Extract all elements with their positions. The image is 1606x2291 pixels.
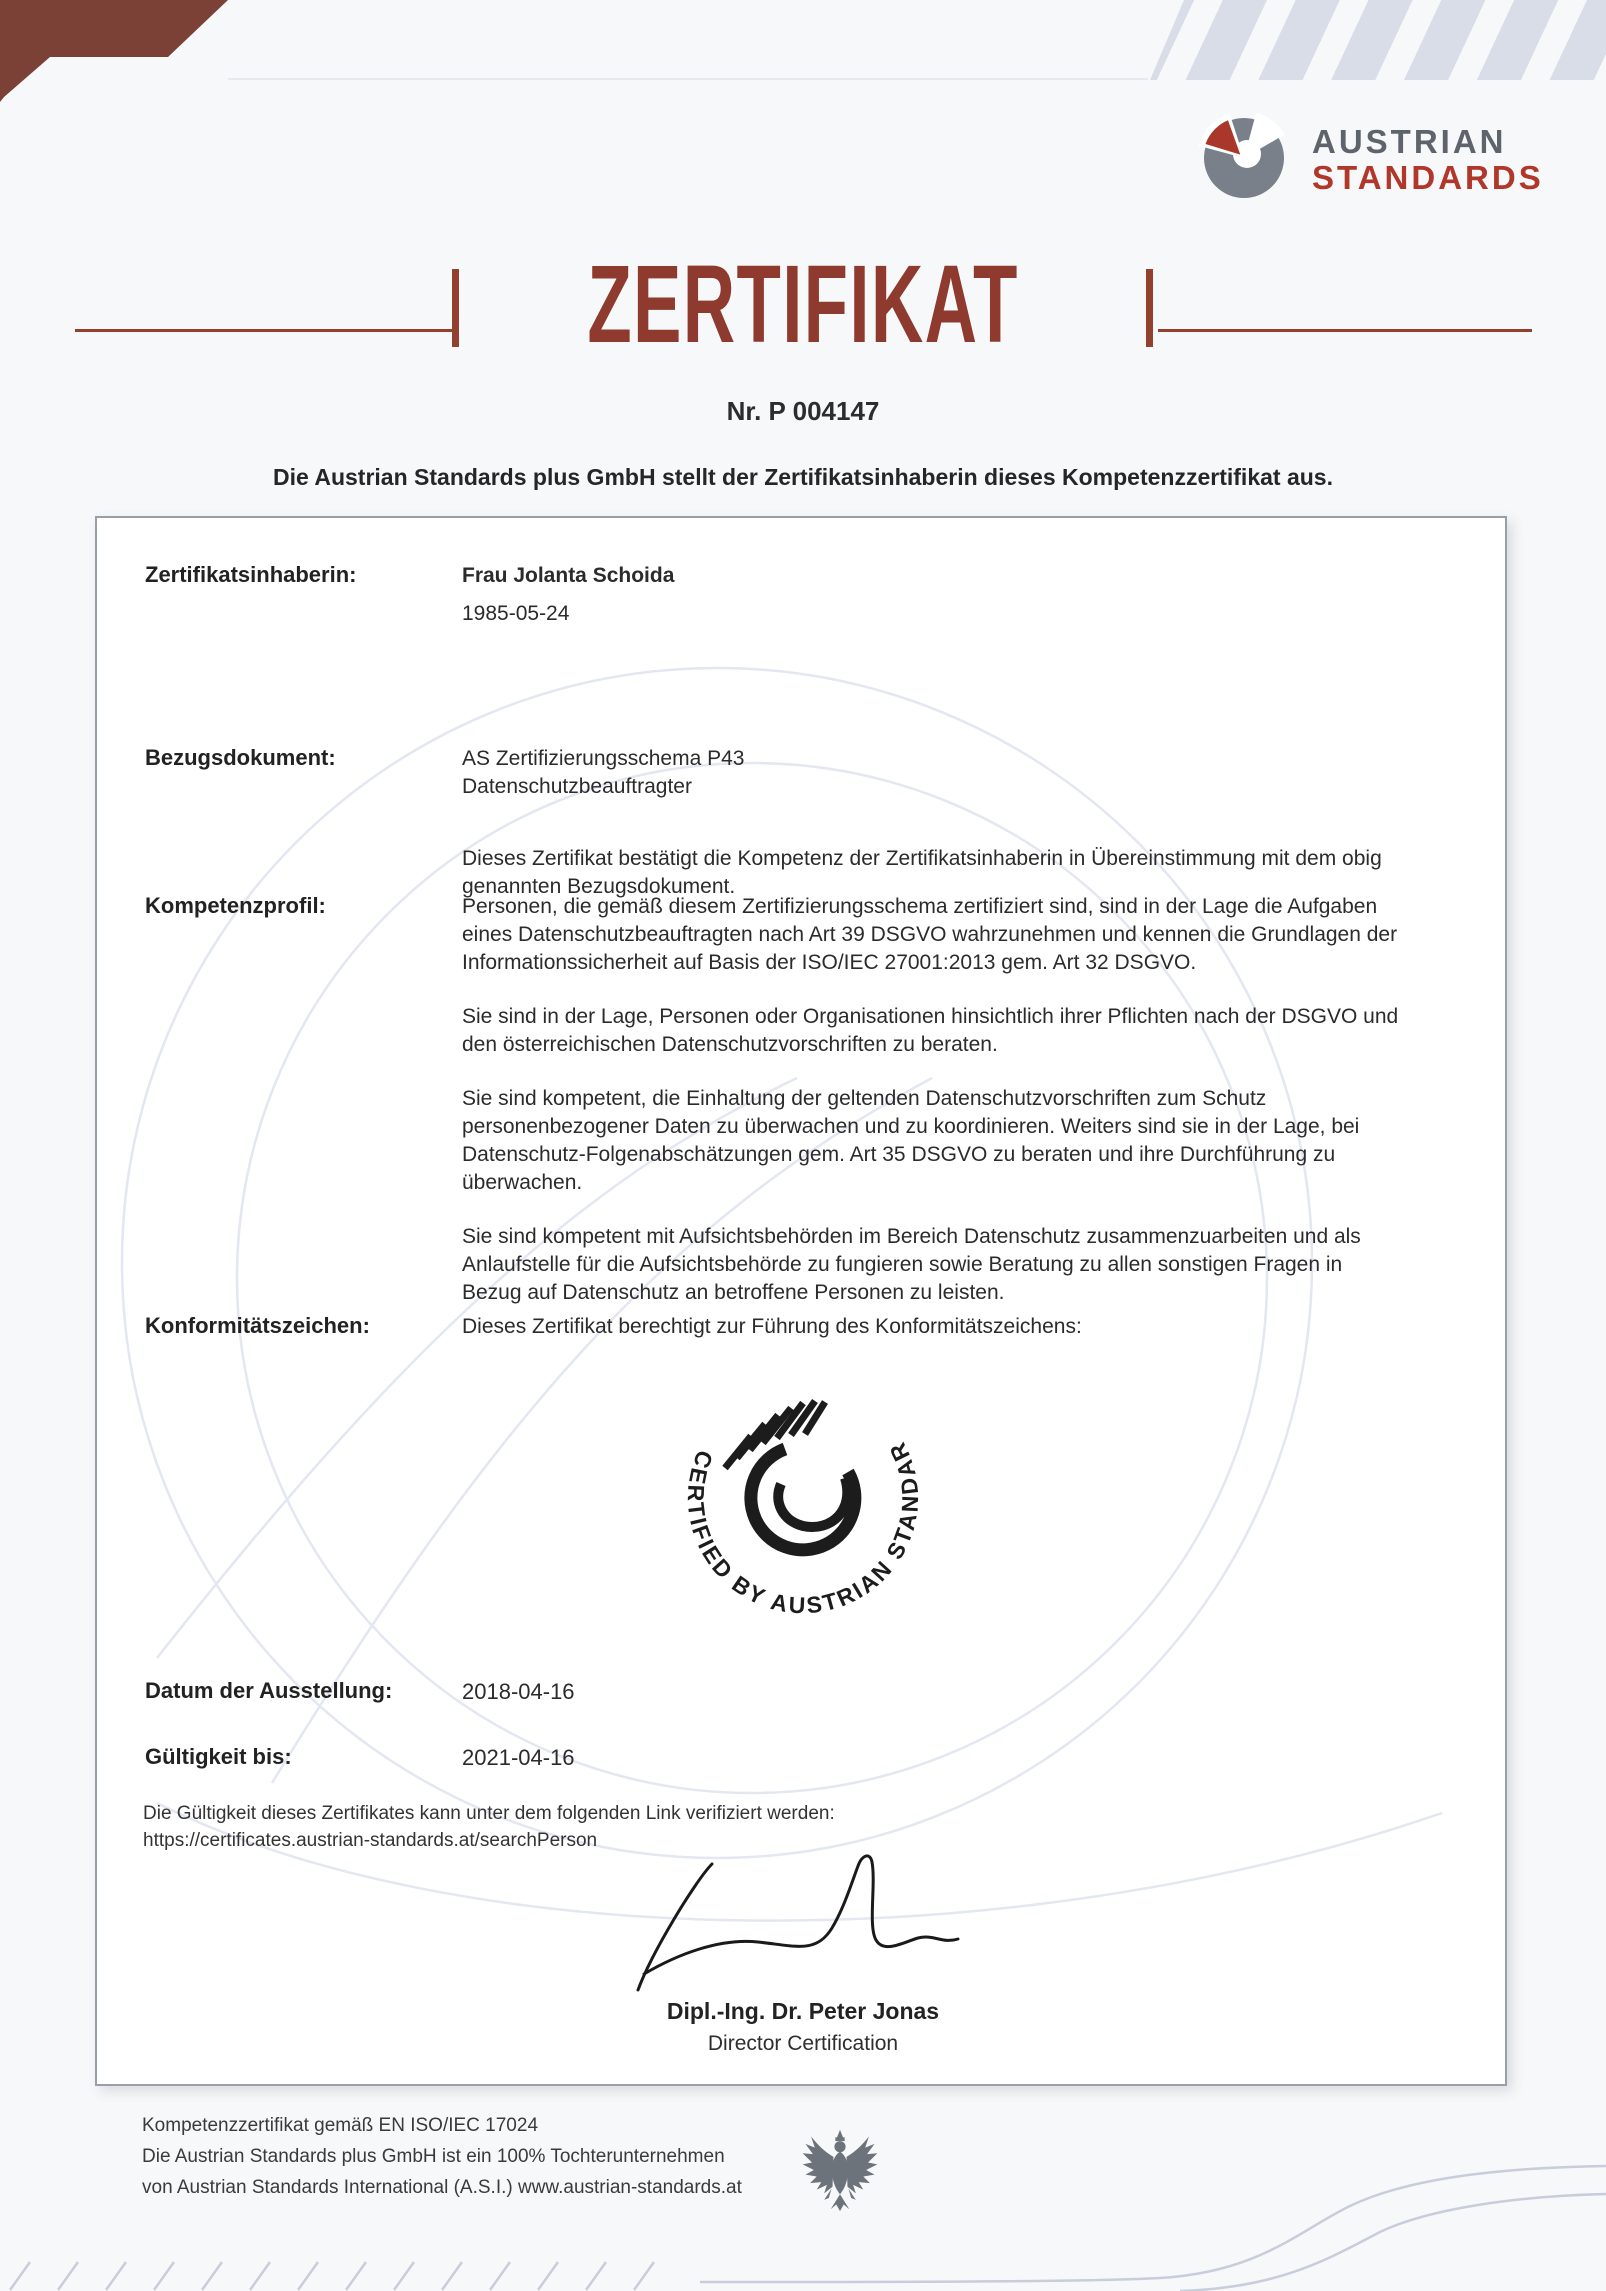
brand-name-line1: AUSTRIAN xyxy=(1312,123,1507,160)
signatory-title: Director Certification xyxy=(707,2032,899,2055)
competence-paragraph-4: Sie sind kompetent mit Aufsichtsbehörden im Bereich Datenschutz zusammenzuarbeiten und als Anlaufstelle für die Aufsichtsbehörde zu fungieren sowie Beratung zu allen sonstigen Fragen in Bezug auf Datenschutz an betroffene Personen zu leisten. xyxy=(462,1225,1361,1304)
holder-birthdate: 1985-05-24 xyxy=(462,602,570,625)
footer-line-3: von Austrian Standards International (A.S.I.) www.austrian-standards.at xyxy=(142,2177,742,2198)
issue-date-value: 2018-04-16 xyxy=(462,1679,575,1704)
holder-name: Frau Jolanta Schoida xyxy=(462,564,675,587)
reference-subject: Datenschutzbeauftragter xyxy=(462,775,692,798)
brand-name xyxy=(1312,124,1544,196)
verification-note: Die Gültigkeit dieses Zertifikates kann unter dem folgenden Link verifiziert werden: xyxy=(143,1803,835,1824)
corner-ribbon-decoration xyxy=(0,0,232,102)
certificate-number: Nr. P 004147 xyxy=(726,396,880,426)
top-hairline-decoration xyxy=(228,78,1148,80)
validity-value: 2021-04-16 xyxy=(462,1745,575,1770)
title-bar-right xyxy=(1146,269,1153,347)
footer-line-1: Kompetenzzertifikat gemäß EN ISO/IEC 17024 xyxy=(142,2115,539,2136)
title-rule-right xyxy=(1158,329,1532,332)
reference-scheme: AS Zertifizierungsschema P43 xyxy=(462,747,745,770)
holder-label: Zertifikatsinhaberin: xyxy=(145,562,357,587)
verification-url: https://certificates.austrian-standards.at/searchPerson xyxy=(143,1830,598,1851)
competence-label: Kompetenzprofil: xyxy=(145,893,326,918)
intro-sentence: Die Austrian Standards plus GmbH stellt der Zertifikatsinhaberin dieses Kompetenzzertifikat aus. xyxy=(273,464,1333,490)
reference-paragraph: Dieses Zertifikat bestätigt die Kompetenz der Zertifikatsinhaberin in Übereinstimmung mit dem obig genannten Bezugsdokument. xyxy=(462,847,1382,898)
brand-name-line2: STANDARDS xyxy=(1312,159,1544,196)
validity-label: Gültigkeit bis: xyxy=(145,1744,292,1769)
conformity-label: Konformitätszeichen: xyxy=(145,1313,370,1338)
conformity-seal-icon xyxy=(663,1358,943,1643)
page-title: ZERTIFIKAT xyxy=(587,243,1019,366)
bottom-edge-decoration xyxy=(0,2140,1606,2291)
footer-line-2: Die Austrian Standards plus GmbH ist ein 100% Tochterunternehmen xyxy=(142,2146,725,2167)
diagonal-stripes-decoration xyxy=(1150,0,1606,80)
reference-label: Bezugsdokument: xyxy=(145,745,336,770)
austrian-standards-logo-icon xyxy=(1196,106,1292,207)
signatory-name: Dipl.-Ing. Dr. Peter Jonas xyxy=(666,1998,940,2024)
signature-icon xyxy=(600,1842,1020,2007)
conformity-sentence: Dieses Zertifikat berechtigt zur Führung des Konformitätszeichens: xyxy=(462,1315,1082,1338)
seal-text: CERTIFIED BY AUSTRIAN STANDARDS xyxy=(682,1436,924,1619)
competence-paragraph-3: Sie sind kompetent, die Einhaltung der geltenden Datenschutzvorschriften zum Schutz personenbezogener Daten zu überwachen und zu koordinieren. Weiters sind sie in der Lage, bei Datenschutz-Folgenabschätzungen gem. Art 35 DSGVO zu beraten und ihre Durchführung zu überwachen. xyxy=(462,1087,1360,1194)
issue-date-label: Datum der Ausstellung: xyxy=(145,1678,393,1703)
competence-paragraph-2: Sie sind in der Lage, Personen oder Organisationen hinsichtlich ihrer Pflichten nach der DSGVO und den österreichischen Datenschutzvorschriften zu beraten. xyxy=(462,1005,1399,1056)
competence-paragraph-1: Personen, die gemäß diesem Zertifizierungsschema zertifiziert sind, sind in der Lage die Aufgaben eines Datenschutzbeauftragten nach Art 39 DSGVO wahrzunehmen und kennen die Grundlagen der Informationssicherheit auf Basis der ISO/IEC 27001:2013 gem. Art 32 DSGVO. xyxy=(462,895,1398,974)
